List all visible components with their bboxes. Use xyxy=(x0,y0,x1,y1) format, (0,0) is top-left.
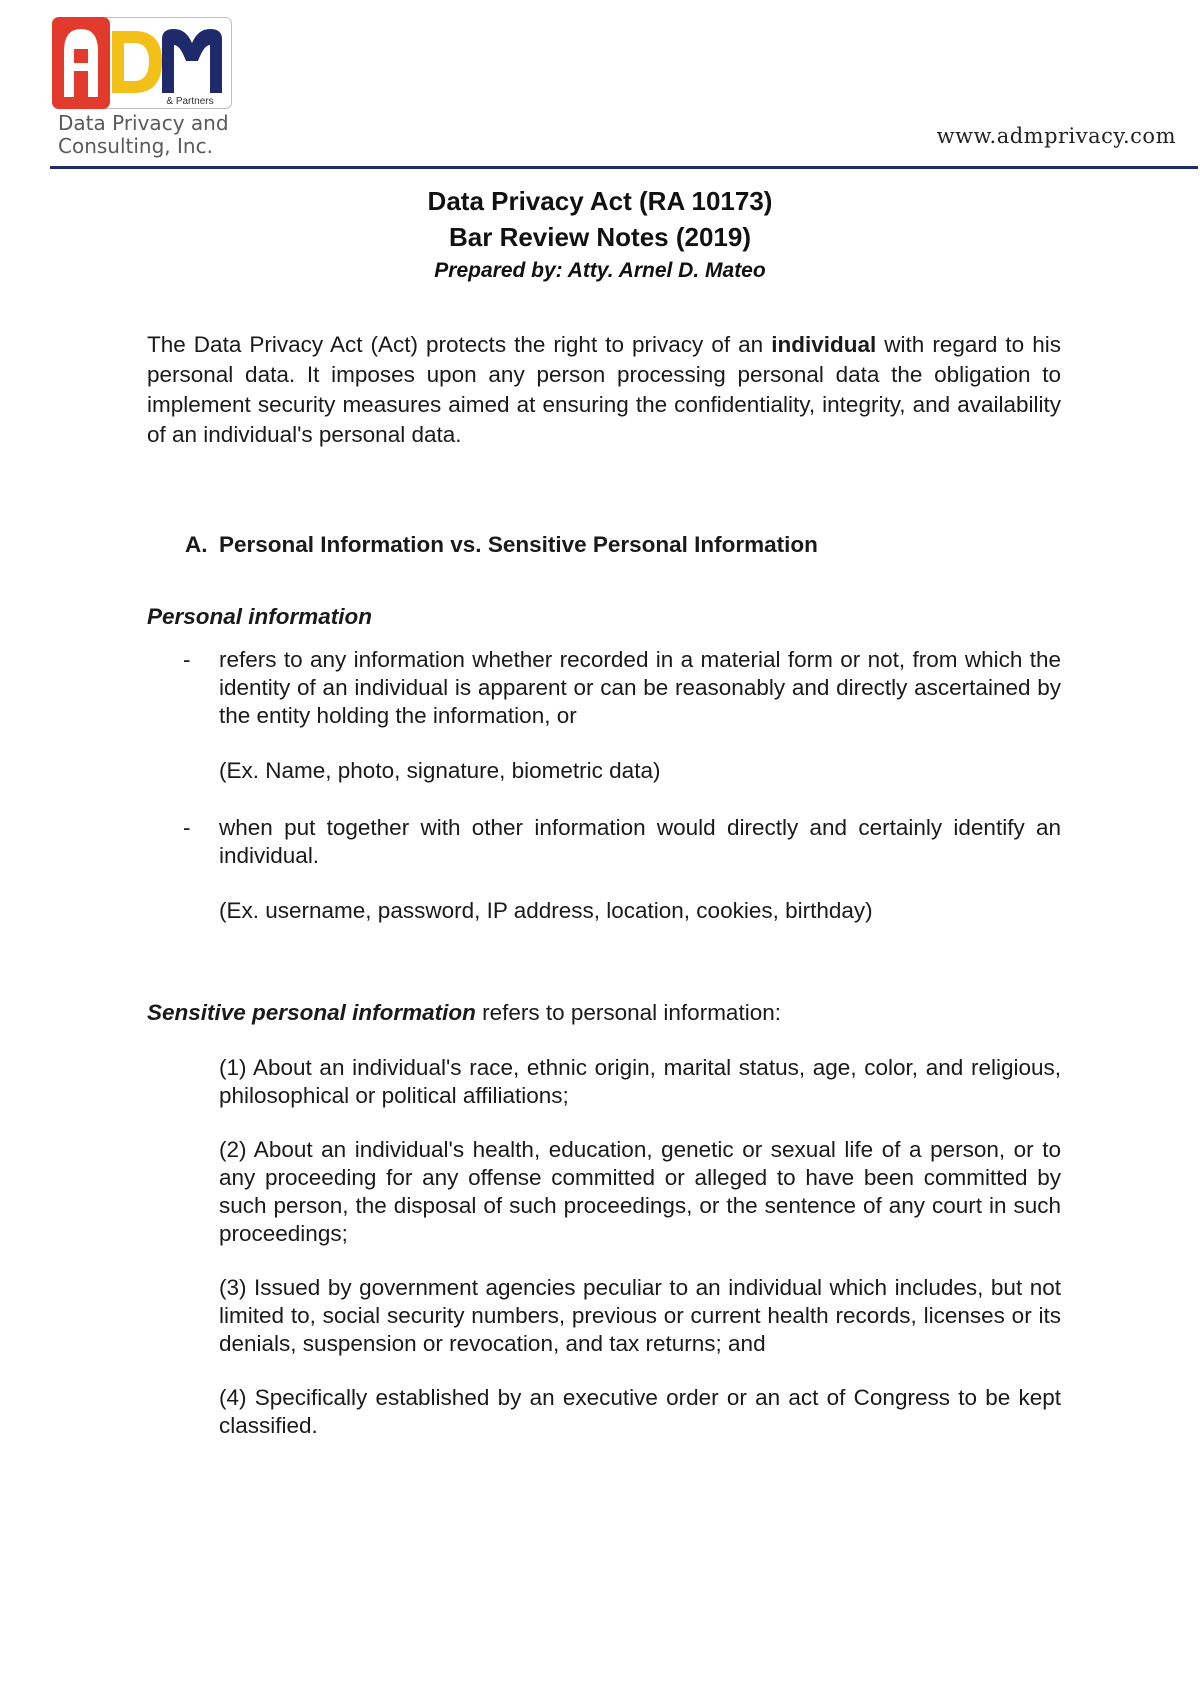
example-2: (Ex. username, password, IP address, location, cookies, birthday) xyxy=(219,898,873,923)
list-item xyxy=(147,646,1061,730)
intro-text-2: with regard to his personal data. It imposes upon any person processing personal data the obligation to implement security measures aimed at ensuring the confidentiality, integrity, and availability of an individual's personal data. xyxy=(147,332,1061,447)
section-a-title: Personal Information vs. Sensitive Personal Information xyxy=(219,532,818,557)
dash-bullet: - xyxy=(183,647,191,672)
intro-bold-individual: individual xyxy=(771,332,877,357)
example-1: (Ex. Name, photo, signature, biometric data) xyxy=(219,758,661,783)
logo-partners-text: & Partners xyxy=(166,96,214,107)
list-item xyxy=(147,814,1061,870)
list-item: (4) Specifically established by an executive order or an act of Congress to be kept classified. xyxy=(219,1385,1061,1438)
intro-text-1: The Data Privacy Act (Act) protects the right to privacy of an xyxy=(147,332,772,357)
personal-information-subhead: Personal information xyxy=(147,604,373,629)
list-item: (1) About an individual's race, ethnic origin, marital status, age, color, and religious, philosophical or political affiliations; xyxy=(219,1055,1061,1108)
prepared-by: Prepared by: Atty. Arnel D. Mateo xyxy=(434,259,766,282)
sensitive-intro xyxy=(147,998,1061,1028)
section-a-heading xyxy=(185,530,1061,560)
section-a-letter: A. xyxy=(185,532,208,557)
bullet-text-2: when put together with other information would directly and certainly identify an individual. xyxy=(219,815,1061,868)
intro-paragraph xyxy=(147,330,1061,450)
sensitive-term: Sensitive personal information xyxy=(147,1000,476,1025)
list-item: (3) Issued by government agencies peculiar to an individual which includes, but not limited to, social security numbers, previous or current health records, licenses or its denials, suspension or revocation, and tax returns; and xyxy=(219,1275,1061,1356)
list-item: (2) About an individual's health, education, genetic or sexual life of a person, or to any proceeding for any offense committed or alleged to have been committed by such person, the disposal of such proceedings, or the sentence of any court in such proceedings; xyxy=(219,1137,1061,1246)
company-name-line2: Consulting, Inc. xyxy=(58,134,213,158)
bullet-text-1: refers to any information whether recorded in a material form or not, from which the identity of an individual is apparent or can be reasonably and directly ascertained by the entity holding the information, or xyxy=(219,647,1061,728)
company-name xyxy=(58,112,229,158)
document-title: Data Privacy Act (RA 10173) xyxy=(427,186,773,216)
dash-bullet: - xyxy=(183,815,191,840)
document-subtitle: Bar Review Notes (2019) xyxy=(448,222,752,252)
document-titles xyxy=(0,183,1200,287)
company-name-line1: Data Privacy and xyxy=(58,111,229,135)
sensitive-intro-rest: refers to personal information: xyxy=(475,1000,781,1025)
header-divider xyxy=(50,166,1198,169)
website-url[interactable]: www.admprivacy.com xyxy=(936,124,1176,148)
document-body xyxy=(147,330,1061,1440)
adm-logo xyxy=(52,17,232,109)
